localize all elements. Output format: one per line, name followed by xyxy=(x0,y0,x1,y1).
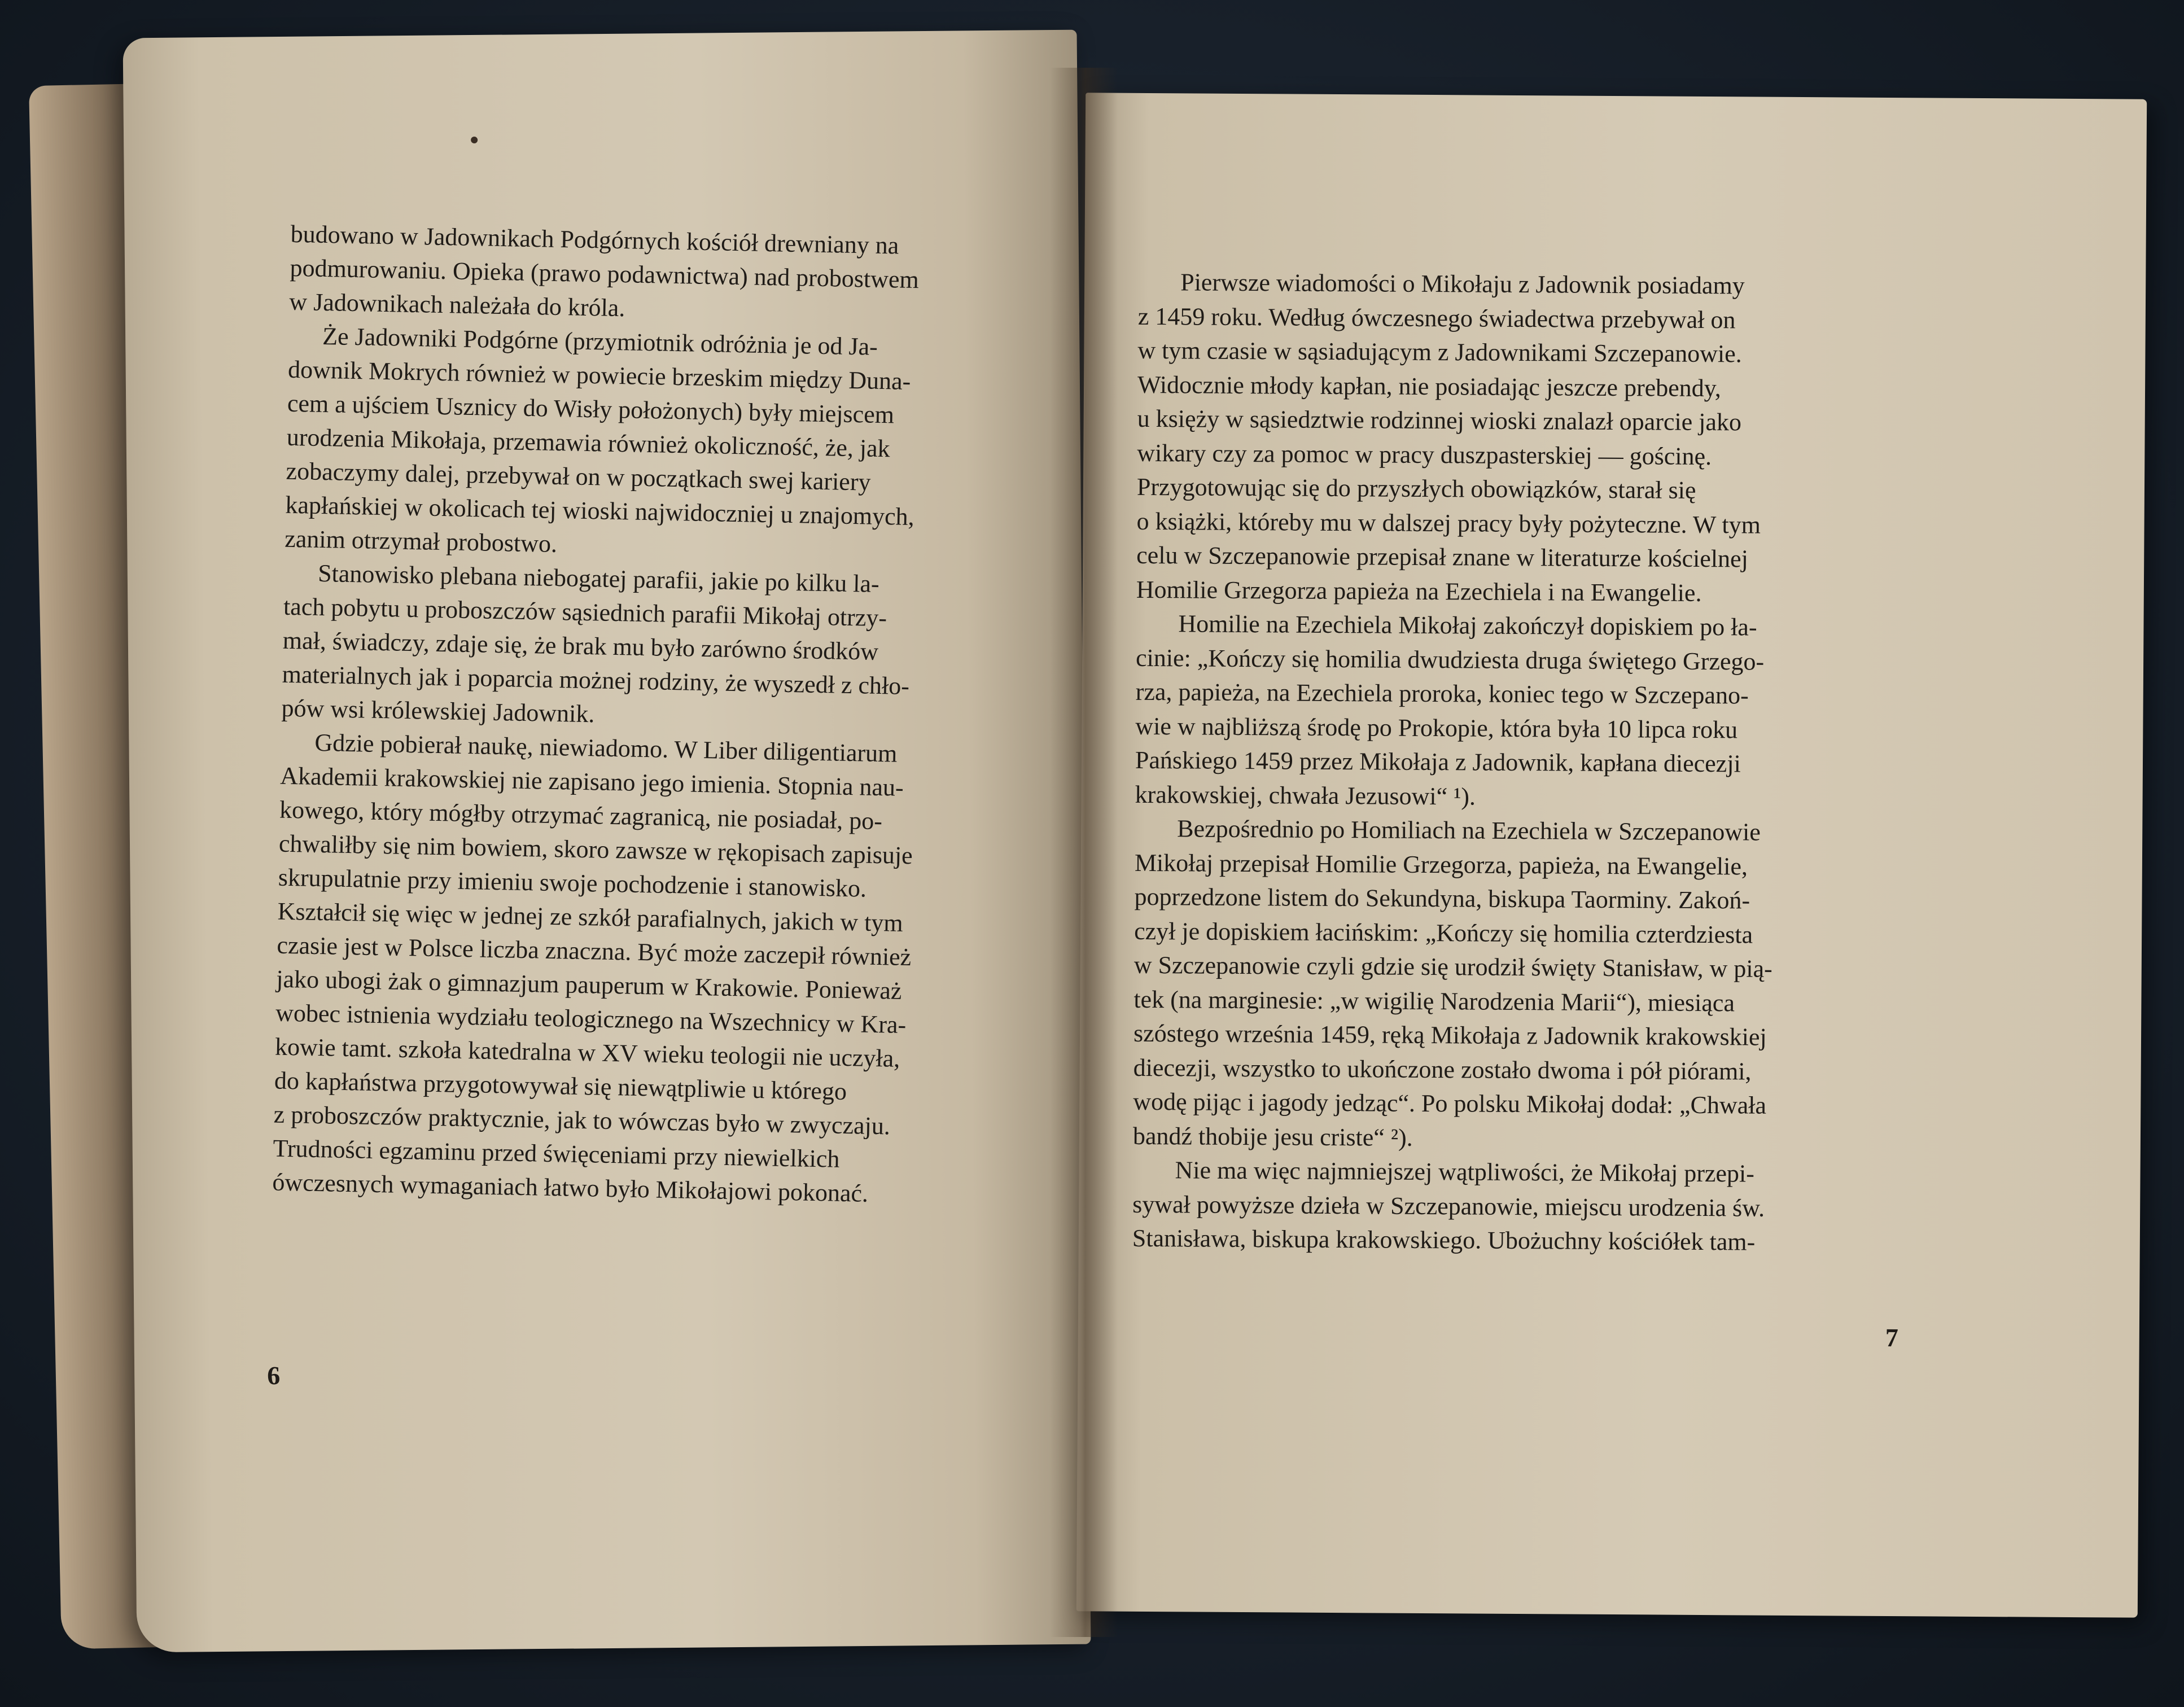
text-line: rza, papieża, na Ezechiela proroka, koniec tego w Szczepano- xyxy=(1135,677,1749,710)
text-line: kowie tamt. szkoła katedralna w XV wieku teologii nie uczyła, xyxy=(274,1032,900,1073)
text-line: Trudności egzaminu przed święceniami przy niewielkich xyxy=(273,1134,840,1173)
text-line: kowego, który mógłby otrzymać zagranicą, nie posiadał, po- xyxy=(279,795,883,835)
text-line: cem a ujściem Usznicy do Wisły położonych) były miejscem xyxy=(287,389,895,429)
text-line: o książki, któreby mu w dalszej pracy były pożyteczne. W tym xyxy=(1136,507,1761,539)
text-line: wobec istnienia wydziału teologicznego na Wszechnicy w Kra- xyxy=(275,999,907,1039)
right-page xyxy=(1076,93,2147,1617)
text-line: sywał powyższe dzieła w Szczepanowie, miejscu urodzenia św. xyxy=(1132,1190,1765,1222)
text-line: Stanowisko plebana niebogatej parafii, jakie po kilku la- xyxy=(317,559,880,598)
text-line: mał, świadczy, zdaje się, że brak mu było zarówno środków xyxy=(282,626,879,666)
left-page xyxy=(123,30,1091,1653)
right-page-text xyxy=(1132,265,2109,1262)
text-line: celu w Szczepanowie przepisał znane w literaturze kościelnej xyxy=(1136,541,1748,573)
text-line: kapłańskiej w okolicach tej wioski najwidoczniej u znajomych, xyxy=(285,491,915,531)
text-line: w tym czasie w sąsiadującym z Jadownikami Szczepanowie. xyxy=(1137,336,1742,368)
text-line: pów wsi królewskiej Jadownik. xyxy=(281,694,595,728)
text-line: wodę pijąc i jagody jedząc“. Po polsku Mikołaj dodał: „Chwała xyxy=(1133,1087,1767,1119)
text-line: diecezji, wszystko to ukończone zostało dwoma i pół piórami, xyxy=(1133,1053,1752,1086)
text-line: Przygotowując się do przyszłych obowiązków, starał się xyxy=(1136,472,1696,504)
text-line: ówczesnych wymaganiach łatwo było Mikołajowi pokonać. xyxy=(272,1168,869,1207)
text-line: urodzenia Mikołaja, przemawia również okoliczność, że, jak xyxy=(286,423,891,463)
text-line: budowano w Jadownikach Podgórnych kościół drewniany na xyxy=(290,220,899,260)
text-line: poprzedzone listem do Sekundyna, biskupa Taorminy. Zakoń- xyxy=(1134,882,1750,914)
text-line: materialnych jak i poparcia możnej rodziny, że wyszedł z chło- xyxy=(282,660,910,701)
text-line: szóstego września 1459, ręką Mikołaja z Jadownik krakowskiej xyxy=(1133,1019,1767,1051)
text-line: u księży w sąsiedztwie rodzinnej wioski znalazł oparcie jako xyxy=(1137,404,1742,436)
text-line: Pańskiego 1459 przez Mikołaja z Jadownik, kapłana diecezji xyxy=(1135,746,1741,778)
text-line: wikary czy za pomoc w pracy duszpasterskiej — gościnę. xyxy=(1137,439,1712,470)
text-line: Widocznie młody kapłan, nie posiadając jeszcze prebendy, xyxy=(1137,370,1722,402)
page-number-left: 6 xyxy=(267,1361,281,1390)
text-line: Nie ma więc najmniejszej wątpliwości, że Mikołaj przepi- xyxy=(1175,1156,1755,1188)
text-line: zanim otrzymał probostwo. xyxy=(284,524,558,558)
text-line: zobaczymy dalej, przebywał on w początkach swej kariery xyxy=(286,457,871,496)
text-line: Że Jadowniki Podgórne (przymiotnik odróżnia je od Ja- xyxy=(322,322,878,361)
text-line: w Jadownikach należała do króla. xyxy=(288,287,625,322)
text-line: cinie: „Kończy się homilia dwudziesta druga świętego Grzego- xyxy=(1135,644,1765,676)
text-line: Homilie Grzegorza papieża na Ezechiela i na Ewangelie. xyxy=(1136,575,1702,607)
text-line: do kapłaństwa przygotowywał się niewątpliwie u którego xyxy=(274,1066,847,1106)
text-line: tek (na marginesie: „w wigilię Narodzenia Marii“), miesiąca xyxy=(1133,985,1735,1017)
text-line: Bezpośrednio po Homiliach na Ezechiela w Szczepanowie xyxy=(1177,815,1761,846)
left-page-text xyxy=(272,217,1025,1214)
text-line: podmurowaniu. Opieka (prawo podawnictwa) nad probostwem xyxy=(290,253,920,294)
text-line: czasie jest w Polsce liczba znaczna. Być może zaczepił również xyxy=(277,931,912,971)
text-line: Akademii krakowskiej nie zapisano jego imienia. Stopnia nau- xyxy=(279,761,904,802)
text-line: chwaliłby się nim bowiem, skoro zawsze w rękopisach zapisuje xyxy=(278,829,913,870)
text-line: czył je dopiskiem łacińskim: „Kończy się homilia czterdziesta xyxy=(1134,917,1753,949)
text-line: Gdzie pobierał naukę, niewiadomo. W Liber diligentiarum xyxy=(314,728,898,768)
text-line: tach pobytu u proboszczów sąsiednich parafii Mikołaj otrzy- xyxy=(283,592,887,632)
text-line: Mikołaj przepisał Homilie Grzegorza, papieża, na Ewangelie, xyxy=(1134,848,1748,880)
text-line: wie w najbliższą środę po Prokopie, która była 10 lipca roku xyxy=(1135,712,1738,743)
text-line: Kształcił się więc w jednej ze szkół parafialnych, jakich w tym xyxy=(277,897,904,937)
text-line: bandź thobije jesu criste“ ²). xyxy=(1132,1122,1413,1152)
text-line: krakowskiej, chwała Jezusowi“ ¹). xyxy=(1135,780,1476,811)
text-line: Homilie na Ezechiela Mikołaj zakończył dopiskiem po ła- xyxy=(1178,610,1757,641)
ink-speck xyxy=(471,137,478,143)
text-line: Pierwsze wiadomości o Mikołaju z Jadownik posiadamy xyxy=(1180,268,1745,300)
text-line: skrupulatnie przy imieniu swoje pochodzenie i stanowisko. xyxy=(278,863,867,903)
text-line: z 1459 roku. Według ówczesnego świadectwa przebywał on xyxy=(1137,302,1736,334)
text-line: downik Mokrych również w powiecie brzeskim między Duna- xyxy=(287,355,911,395)
text-line: z proboszczów praktycznie, jak to wówczas było w zwyczaju. xyxy=(273,1100,891,1140)
text-line: Stanisława, biskupa krakowskiego. Ubożuchny kościółek tam- xyxy=(1132,1224,1756,1256)
text-line: jako ubogi żak o gimnazjum pauperum w Krakowie. Ponieważ xyxy=(275,965,902,1005)
page-number-right: 7 xyxy=(1885,1323,1898,1353)
text-line: w Szczepanowie czyli gdzie się urodził święty Stanisław, w pią- xyxy=(1133,951,1772,983)
